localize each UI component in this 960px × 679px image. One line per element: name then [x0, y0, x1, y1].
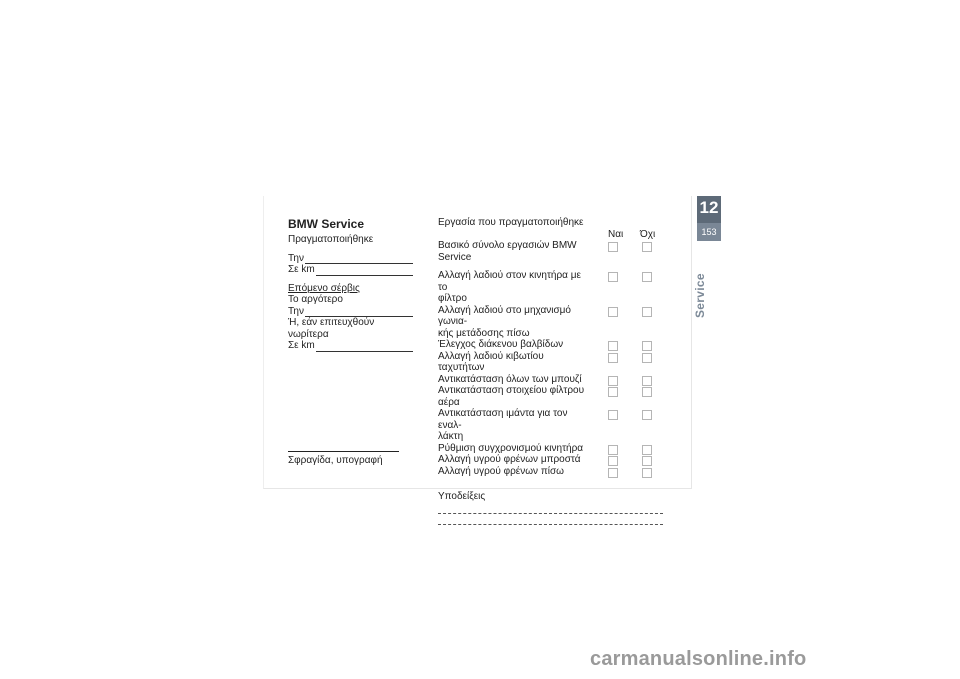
- date-label: Την: [288, 252, 304, 264]
- watermark: carmanualsonline.info: [590, 648, 807, 670]
- work-performed-heading: Εργασία που πραγματοποιήθηκε: [438, 217, 584, 228]
- no-checkbox[interactable]: [642, 387, 652, 397]
- task-label: Αλλαγή λαδιού στον κινητήρα με το: [438, 270, 581, 293]
- yes-checkbox[interactable]: [608, 272, 618, 282]
- yes-checkbox[interactable]: [608, 341, 618, 351]
- next-date-field[interactable]: [288, 306, 413, 318]
- task-label: Ρύθμιση συγχρονισμού κινητήρα: [438, 442, 584, 454]
- date-field[interactable]: [288, 253, 413, 265]
- task-label-cont: φίλτρο: [438, 293, 467, 304]
- task-label: Αλλαγή λαδιού κιβωτίου ταχυτήτων: [438, 350, 544, 373]
- no-checkbox[interactable]: [642, 376, 652, 386]
- next-km-field[interactable]: [288, 340, 413, 352]
- task-row: [438, 454, 663, 466]
- next-service-heading: Επόμενο σέρβις: [288, 282, 360, 294]
- signature-line: [288, 451, 399, 452]
- no-checkbox[interactable]: [642, 341, 652, 351]
- next-date-label: Την: [288, 305, 304, 317]
- yes-checkbox[interactable]: [608, 353, 618, 363]
- yes-label: Ναι: [608, 228, 624, 240]
- no-checkbox[interactable]: [642, 353, 652, 363]
- task-label: Αλλαγή υγρού φρένων μπροστά: [438, 454, 581, 465]
- task-label: Έλεγχος διάκενου βαλβίδων: [438, 339, 564, 350]
- no-label: Όχι: [640, 228, 656, 240]
- task-label: Βασικό σύνολο εργασιών BMW: [438, 240, 577, 251]
- service-title: BMW Service: [288, 217, 365, 231]
- yes-checkbox[interactable]: [608, 387, 618, 397]
- notes-label: Υποδείξεις: [438, 491, 486, 502]
- yes-checkbox[interactable]: [608, 468, 618, 478]
- notes-line[interactable]: [438, 524, 663, 525]
- yes-checkbox[interactable]: [608, 307, 618, 317]
- task-row: [438, 351, 663, 374]
- or-earlier-label: Ή, εάν επιτευχθούν νωρίτερα: [288, 317, 375, 340]
- no-checkbox[interactable]: [642, 242, 652, 252]
- task-label: Αντικατάσταση ιμάντα για τον εναλ-: [438, 408, 568, 431]
- latest-label: Το αργότερο: [288, 294, 343, 305]
- next-km-label: Σε km: [288, 340, 315, 351]
- task-label: Αλλαγή λαδιού στο μηχανισμό γωνια-: [438, 304, 571, 327]
- task-label-cont: αέρα: [438, 396, 460, 408]
- chapter-number: 12: [699, 198, 719, 217]
- no-checkbox[interactable]: [642, 456, 652, 466]
- task-row: [438, 305, 663, 340]
- page-number: 153: [697, 223, 721, 241]
- yes-checkbox[interactable]: [608, 456, 618, 466]
- yes-checkbox[interactable]: [608, 410, 618, 420]
- signature-label: Σφραγίδα, υπογραφή: [288, 455, 383, 466]
- notes-line[interactable]: [438, 513, 663, 514]
- task-row: [438, 466, 663, 478]
- service-record-left: [288, 217, 413, 352]
- performed-label: Πραγματοποιήθηκε: [288, 234, 374, 245]
- task-label-cont: λάκτη: [438, 431, 464, 442]
- service-record-right: [438, 217, 663, 525]
- yes-checkbox[interactable]: [608, 445, 618, 455]
- task-label-cont: κής μετάδοσης πίσω: [438, 327, 530, 339]
- yes-checkbox[interactable]: [608, 242, 618, 252]
- no-checkbox[interactable]: [642, 272, 652, 282]
- no-checkbox[interactable]: [642, 307, 652, 317]
- yes-no-header: [438, 229, 663, 241]
- km-label: Σε km: [288, 264, 315, 275]
- task-row: [438, 374, 663, 386]
- km-field[interactable]: [288, 264, 413, 276]
- task-label-cont: Service: [438, 251, 472, 263]
- task-label: Αλλαγή υγρού φρένων πίσω: [438, 465, 564, 477]
- no-checkbox[interactable]: [642, 410, 652, 420]
- task-row: [438, 443, 663, 455]
- task-row: [438, 339, 663, 351]
- task-label: Αντικατάσταση όλων των μπουζί: [438, 373, 582, 385]
- task-row: [438, 240, 663, 263]
- task-row: [438, 385, 663, 408]
- no-checkbox[interactable]: [642, 445, 652, 455]
- task-row: [438, 408, 663, 443]
- yes-checkbox[interactable]: [608, 376, 618, 386]
- task-row: [438, 270, 663, 305]
- task-label: Αντικατάσταση στοιχείου φίλτρου: [438, 385, 585, 396]
- no-checkbox[interactable]: [642, 468, 652, 478]
- section-label: Service: [693, 273, 707, 318]
